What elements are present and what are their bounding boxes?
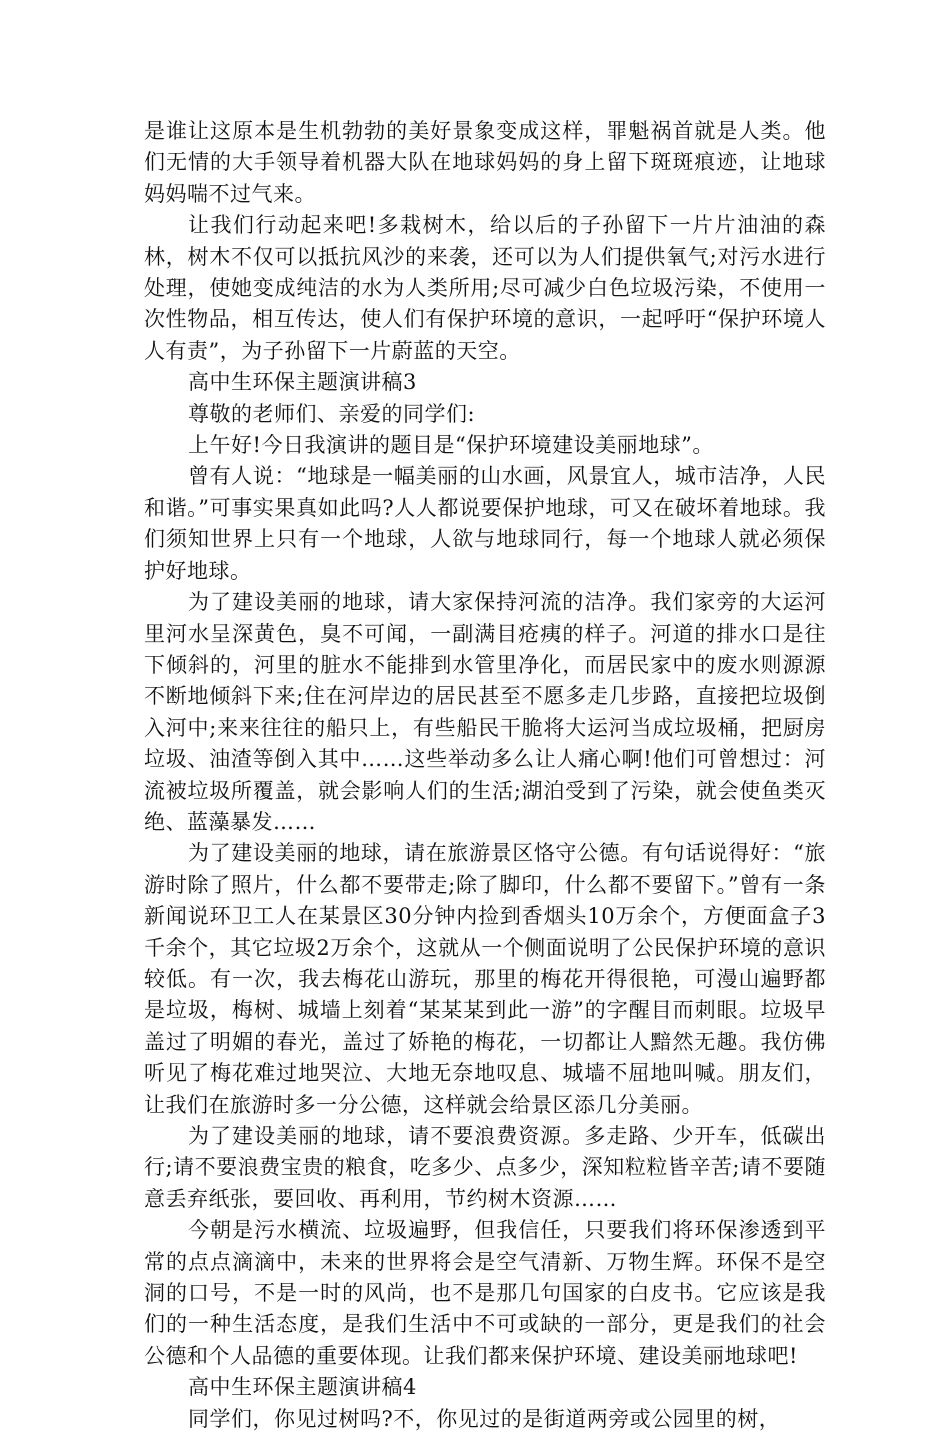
paragraph: 同学们，你见过树吗?不，你见过的是街道两旁或公园里的树， — [188, 1406, 781, 1431]
paragraph: 曾有人说：“地球是一幅美丽的山水画，风景宜人，城市洁净，人民和谐。”可事实果真如此吗?人人都说要保护地球，可又在破坏着地球。我们须知世界上只有一个地球，人欲与地球同行，每一个地球人就必须保护好地球。 — [144, 464, 826, 583]
section-heading: 高中生环保主题演讲稿4 — [188, 1375, 417, 1400]
paragraph: 为了建设美丽的地球，请大家保持河流的洁净。我们家旁的大运河里河水呈深黄色，臭不可闻，一副满目疮痍的样子。河道的排水口是往下倾斜的，河里的脏水不能排到水管里净化，而居民家中的废水则源源不断地倾斜下来;住在河岸边的居民甚至不愿多走几步路，直接把垃圾倒入河中;来来往往的船只上，有些船民干脆将大运河当成垃圾桶，把厨房垃圾、油渣等倒入其中……这些举动多么让人痛心啊!他们可曾想过：河流被垃圾所覆盖，就会影响人们的生活;湖泊受到了污染，就会使鱼类灭绝、蓝藻暴发…… — [144, 590, 826, 834]
paragraph: 让我们行动起来吧!多栽树木，给以后的子孙留下一片片油油的森林，树木不仅可以抵抗风沙的来袭，还可以为人们提供氧气;对污水进行处理，使她变成纯洁的水为人类所用;尽可减少白色垃圾污染，不使用一次性物品，相互传达，使人们有保护环境的意识，一起呼吁“保护环境人人有责”，为子孙留下一片蔚蓝的天空。 — [144, 213, 826, 363]
section-heading: 高中生环保主题演讲稿3 — [188, 370, 417, 395]
salutation: 尊敬的老师们、亲爱的同学们: — [188, 401, 476, 426]
paragraph: 今朝是污水横流、垃圾遍野，但我信任，只要我们将环保渗透到平常的点点滴滴中，未来的世界将会是空气清新、万物生辉。环保不是空洞的口号，不是一时的风尚，也不是那几句国家的白皮书。它应该是我们的一种生活态度，是我们生活中不可或缺的一部分，更是我们的社会公德和个人品德的重要体现。让我们都来保护环境、建设美丽地球吧! — [144, 1218, 826, 1368]
paragraph: 为了建设美丽的地球，请不要浪费资源。多走路、少开车，低碳出行;请不要浪费宝贵的粮食，吃多少、点多少，深知粒粒皆辛苦;请不要随意丢弃纸张，要回收、再利用，节约树木资源…… — [144, 1124, 826, 1211]
paragraph: 是谁让这原本是生机勃勃的美好景象变成这样，罪魁祸首就是人类。他们无情的大手领导着机器大队在地球妈妈的身上留下斑斑痕迹，让地球妈妈喘不过气来。 — [144, 119, 826, 206]
paragraph: 为了建设美丽的地球，请在旅游景区恪守公德。有句话说得好：“旅游时除了照片，什么都不要带走;除了脚印，什么都不要留下。”曾有一条新闻说环卫工人在某景区30分钟内捡到香烟头10万余个，方便面盒子3千余个，其它垃圾2万余个，这就从一个侧面说明了公民保护环境的意识较低。有一次，我去梅花山游玩，那里的梅花开得很艳，可漫山遍野都是垃圾，梅树、城墙上刻着“某某某到此一游”的字醒目而刺眼。垃圾早盖过了明媚的春光，盖过了娇艳的梅花，一切都让人黯然无趣。我仿佛听见了梅花难过地哭泣、大地无奈地叹息、城墙不屈地叫喊。朋友们，让我们在旅游时多一分公德，这样就会给景区添几分美丽。 — [144, 841, 826, 1117]
paragraph: 上午好!今日我演讲的题目是“保护环境建设美丽地球”。 — [188, 433, 714, 458]
document-body — [144, 116, 826, 1435]
